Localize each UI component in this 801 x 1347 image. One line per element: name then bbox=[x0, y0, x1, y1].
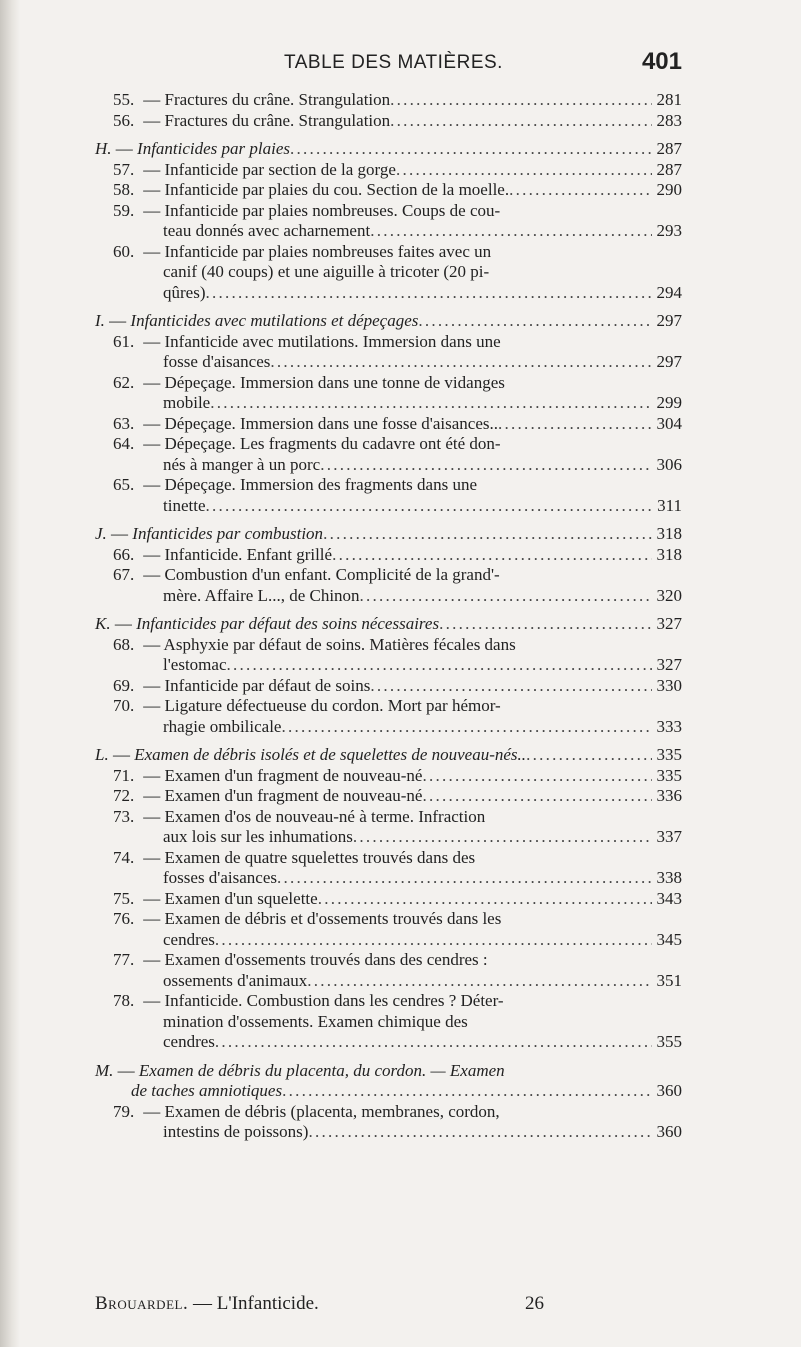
toc-section bbox=[95, 1061, 682, 1102]
entry-text: cendres bbox=[163, 1032, 215, 1051]
page-ref: 330 bbox=[656, 675, 682, 695]
entry-text: — Infanticide par plaies nombreuses faites avec un bbox=[143, 241, 492, 261]
toc-entry bbox=[113, 160, 682, 181]
page-ref: 293 bbox=[656, 221, 682, 240]
toc-entry bbox=[113, 242, 682, 304]
toc-section bbox=[95, 614, 682, 635]
toc-line: J. — Infanticides par combustion . . . 318 bbox=[95, 524, 682, 545]
dot-leader bbox=[320, 455, 652, 476]
page-ref: 299 bbox=[656, 393, 682, 412]
page-ref: 281 bbox=[656, 90, 682, 109]
toc-line bbox=[113, 352, 682, 373]
toc-line bbox=[113, 930, 682, 951]
toc-line bbox=[113, 848, 682, 869]
entry-text: intestins de poissons) bbox=[163, 1122, 309, 1141]
section-title: Examen de débris isolés et de squelettes de nouveau-nés.. bbox=[134, 745, 527, 764]
section-title: Examen de débris du placenta, du cordon. — Examen bbox=[138, 1060, 505, 1080]
entry-text: tinette bbox=[163, 495, 206, 515]
toc-line bbox=[113, 434, 682, 455]
page-ref: 351 bbox=[656, 970, 682, 990]
entry-text: qûres) bbox=[163, 282, 206, 302]
toc-entry bbox=[113, 909, 682, 950]
entry-number: 73. bbox=[113, 806, 135, 826]
toc-line bbox=[113, 565, 682, 586]
page-number: 401 bbox=[641, 48, 682, 75]
page-title: TABLE DES MATIÈRES. bbox=[284, 52, 503, 73]
toc-entry bbox=[113, 180, 682, 201]
toc-line bbox=[113, 201, 682, 222]
entry-text: — Examen d'un fragment de nouveau-né bbox=[143, 786, 423, 805]
dot-leader bbox=[370, 221, 652, 242]
toc-entry bbox=[113, 848, 682, 889]
dot-leader bbox=[281, 717, 652, 738]
toc-line bbox=[113, 373, 682, 394]
toc-line bbox=[113, 889, 682, 910]
dot-leader bbox=[323, 524, 652, 545]
dot-leader bbox=[277, 868, 652, 889]
dot-leader bbox=[307, 971, 652, 992]
section-letter: M. bbox=[95, 1060, 114, 1080]
toc-line bbox=[113, 991, 682, 1012]
page-footer bbox=[95, 1293, 575, 1315]
page-ref: 287 bbox=[656, 159, 682, 179]
entry-text: — Dépeçage. Immersion des fragments dans une bbox=[143, 475, 477, 494]
entry-number: 70. bbox=[113, 696, 135, 715]
section-title-continued: de taches amniotiques bbox=[131, 1081, 283, 1100]
entry-number: 56. bbox=[113, 110, 135, 130]
toc-line bbox=[113, 909, 682, 930]
page-ref: 287 bbox=[656, 139, 682, 158]
toc-line: H. — Infanticides par plaies . . . 287 bbox=[95, 139, 682, 160]
dot-leader bbox=[332, 545, 652, 566]
toc-line bbox=[113, 221, 682, 242]
page-ref: 290 bbox=[656, 180, 682, 199]
toc-line bbox=[113, 496, 682, 517]
entry-text: — Fractures du crâne. Strangulation bbox=[143, 110, 391, 130]
toc-line bbox=[113, 1102, 682, 1123]
entry-text: — Fractures du crâne. Strangulation bbox=[143, 90, 391, 109]
entry-number: 65. bbox=[113, 475, 135, 494]
page-ref: 345 bbox=[656, 929, 682, 949]
entry-number: 72. bbox=[113, 786, 135, 805]
toc-entry bbox=[113, 807, 682, 848]
toc-line: I. — Infanticides avec mutilations et dépeçages . . . 297 bbox=[95, 311, 682, 332]
toc-section bbox=[95, 311, 682, 332]
dot-leader bbox=[308, 1122, 652, 1143]
entry-text: — Examen de quatre squelettes trouvés dans des bbox=[143, 847, 476, 867]
entry-text: — Ligature défectueuse du cordon. Mort par hémor- bbox=[143, 696, 501, 715]
page-ref: 311 bbox=[657, 495, 682, 515]
page-ref: 297 bbox=[656, 311, 682, 330]
dot-leader bbox=[290, 139, 652, 160]
dot-leader bbox=[498, 414, 652, 435]
toc-entry bbox=[113, 991, 682, 1053]
table-of-contents bbox=[95, 90, 682, 1143]
entry-text: — Examen d'un fragment de nouveau-né bbox=[143, 765, 423, 785]
toc-entry bbox=[113, 950, 682, 991]
entry-number: 55. bbox=[113, 90, 135, 109]
toc-entry bbox=[113, 475, 682, 516]
toc-line bbox=[113, 717, 682, 738]
entry-text: fosse d'aisances bbox=[163, 352, 271, 371]
section-letter: J. bbox=[95, 524, 107, 543]
page-ref: 338 bbox=[656, 868, 682, 887]
dot-leader bbox=[370, 676, 652, 697]
toc-line bbox=[113, 180, 682, 201]
entry-text: ossements d'animaux bbox=[163, 970, 308, 990]
toc-line: M. — Examen de débris du placenta, du cordon. — Examen bbox=[95, 1060, 505, 1080]
dot-leader bbox=[226, 655, 652, 676]
page-ref: 360 bbox=[656, 1081, 682, 1100]
dot-leader bbox=[353, 827, 652, 848]
toc-entry bbox=[113, 90, 682, 111]
toc-line bbox=[113, 160, 682, 181]
footer-work-title: — L'Infanticide. bbox=[192, 1293, 319, 1314]
toc-line bbox=[113, 475, 682, 496]
entry-number: 64. bbox=[113, 434, 135, 453]
dot-leader bbox=[205, 496, 652, 517]
toc-line bbox=[95, 1081, 682, 1102]
entry-number: 68. bbox=[113, 634, 135, 654]
entry-text: canif (40 coups) et une aiguille à tricoter (20 pi- bbox=[163, 262, 490, 281]
page-ref: 297 bbox=[656, 352, 682, 371]
dot-leader bbox=[526, 745, 652, 766]
page-ref: 294 bbox=[656, 282, 682, 302]
dot-leader bbox=[270, 352, 652, 373]
dot-leader bbox=[509, 180, 652, 201]
toc-line bbox=[113, 393, 682, 414]
page-ref: 337 bbox=[656, 827, 682, 846]
section-letter: H. bbox=[95, 139, 112, 158]
toc-line bbox=[113, 807, 682, 828]
entry-text: cendres bbox=[163, 929, 215, 949]
signature-mark: 26 bbox=[525, 1293, 544, 1314]
toc-line bbox=[113, 414, 682, 435]
toc-line bbox=[113, 1012, 682, 1033]
toc-line bbox=[113, 655, 682, 676]
dot-leader bbox=[360, 586, 652, 607]
toc-line: K. — Infanticides par défaut des soins nécessaires . . . 327 bbox=[95, 614, 682, 635]
dot-leader bbox=[422, 786, 652, 807]
entry-text: mère. Affaire L..., de Chinon bbox=[163, 585, 360, 605]
entry-number: 69. bbox=[113, 675, 135, 695]
page-ref: 318 bbox=[656, 524, 682, 543]
toc-section bbox=[95, 745, 682, 766]
toc-line bbox=[113, 586, 682, 607]
entry-number: 76. bbox=[113, 909, 135, 928]
dot-leader bbox=[390, 111, 652, 132]
entry-number: 77. bbox=[113, 950, 135, 969]
entry-text: mobile bbox=[163, 393, 211, 412]
entry-text: — Examen de débris et d'ossements trouvés dans les bbox=[143, 909, 502, 928]
entry-number: 75. bbox=[113, 888, 135, 908]
section-letter: I. bbox=[95, 311, 105, 330]
section-letter: L. bbox=[95, 745, 109, 764]
page-ref: 355 bbox=[656, 1032, 682, 1051]
page-ref: 318 bbox=[656, 544, 682, 564]
toc-entry bbox=[113, 201, 682, 242]
section-title: Infanticides par plaies bbox=[137, 139, 291, 158]
entry-text: — Dépeçage. Les fragments du cadavre ont été don- bbox=[143, 434, 501, 453]
entry-text: — Infanticide avec mutilations. Immersion dans une bbox=[143, 331, 501, 351]
entry-text: rhagie ombilicale bbox=[163, 716, 282, 736]
entry-text: — Examen d'os de nouveau-né à terme. Infraction bbox=[143, 806, 486, 826]
toc-line bbox=[113, 635, 682, 656]
toc-line bbox=[113, 90, 682, 111]
toc-line bbox=[113, 1032, 682, 1053]
page-ref: 283 bbox=[656, 110, 682, 130]
page-ref: 360 bbox=[656, 1122, 682, 1141]
dot-leader bbox=[318, 889, 652, 910]
entry-text: — Combustion d'un enfant. Complicité de la grand'- bbox=[143, 565, 500, 584]
dot-leader bbox=[390, 90, 652, 111]
entry-text: mination d'ossements. Examen chimique des bbox=[163, 1011, 468, 1031]
page-ref: 320 bbox=[656, 585, 682, 605]
entry-text: — Infanticide par défaut de soins bbox=[143, 675, 371, 695]
toc-line bbox=[113, 868, 682, 889]
page-ref: 333 bbox=[656, 716, 682, 736]
toc-entry bbox=[113, 696, 682, 737]
section-title: Infanticides avec mutilations et dépeçages bbox=[130, 311, 419, 330]
entry-text: fosses d'aisances bbox=[163, 868, 278, 887]
dot-leader bbox=[418, 311, 652, 332]
entry-text: — Infanticide par plaies du cou. Section de la moelle. bbox=[143, 180, 510, 199]
entry-number: 78. bbox=[113, 991, 135, 1010]
entry-text: aux lois sur les inhumations bbox=[163, 827, 353, 846]
page-ref: 304 bbox=[656, 413, 682, 433]
dot-leader bbox=[215, 930, 652, 951]
toc-line bbox=[113, 262, 682, 283]
entry-number: 58. bbox=[113, 180, 135, 199]
page-ref: 336 bbox=[656, 786, 682, 805]
entry-text: — Examen d'ossements trouvés dans des cendres : bbox=[143, 950, 488, 969]
entry-number: 61. bbox=[113, 331, 135, 351]
toc-entry bbox=[113, 766, 682, 787]
dot-leader bbox=[439, 614, 652, 635]
toc-section bbox=[95, 524, 682, 545]
dot-leader bbox=[215, 1032, 652, 1053]
entry-number: 63. bbox=[113, 413, 135, 433]
section-title: Infanticides par combustion bbox=[132, 524, 324, 543]
toc-line: L. — Examen de débris isolés et de squelettes de nouveau-nés.. . . . 335 bbox=[95, 745, 682, 766]
entry-text: — Infanticide. Combustion dans les cendres ? Déter- bbox=[143, 991, 504, 1010]
entry-number: 66. bbox=[113, 544, 135, 564]
toc-entry bbox=[113, 1102, 682, 1143]
toc-line bbox=[113, 676, 682, 697]
toc-entry bbox=[113, 373, 682, 414]
entry-text: — Dépeçage. Immersion dans une tonne de vidanges bbox=[143, 372, 505, 392]
page-ref: 335 bbox=[656, 745, 682, 764]
running-header bbox=[105, 48, 682, 76]
section-title: Infanticides par défaut des soins nécessaires bbox=[136, 614, 440, 633]
footer-author: Brouardel. bbox=[95, 1293, 189, 1314]
entry-text: l'estomac bbox=[163, 655, 227, 674]
toc-entry bbox=[113, 565, 682, 606]
dot-leader bbox=[422, 766, 652, 787]
page-ref: 327 bbox=[656, 655, 682, 674]
dot-leader bbox=[210, 393, 652, 414]
entry-text: — Dépeçage. Immersion dans une fosse d'aisances.. bbox=[143, 413, 499, 433]
toc-line bbox=[113, 766, 682, 787]
toc-line bbox=[113, 827, 682, 848]
section-letter: K. bbox=[95, 614, 111, 633]
entry-text: — Examen d'un squelette bbox=[143, 888, 318, 908]
entry-text: — Infanticide par plaies nombreuses. Coups de cou- bbox=[143, 200, 501, 220]
toc-line bbox=[113, 950, 682, 971]
entry-number: 57. bbox=[113, 159, 135, 179]
page-ref: 306 bbox=[656, 454, 682, 474]
toc-line bbox=[113, 283, 682, 304]
toc-line bbox=[113, 455, 682, 476]
entry-text: teau donnés avec acharnement bbox=[163, 221, 371, 240]
entry-text: — Asphyxie par défaut de soins. Matières fécales dans bbox=[143, 634, 516, 654]
entry-text: — Infanticide. Enfant grillé bbox=[143, 544, 333, 564]
entry-number: 62. bbox=[113, 372, 135, 392]
entry-number: 79. bbox=[113, 1101, 135, 1121]
page-ref: 343 bbox=[656, 888, 682, 908]
dot-leader bbox=[396, 160, 652, 181]
toc-line bbox=[113, 786, 682, 807]
entry-number: 74. bbox=[113, 847, 135, 867]
entry-text: — Examen de débris (placenta, membranes, cordon, bbox=[143, 1101, 500, 1121]
page-ref: 327 bbox=[656, 614, 682, 633]
toc-line bbox=[113, 111, 682, 132]
entry-number: 60. bbox=[113, 241, 135, 261]
toc-entry bbox=[113, 332, 682, 373]
toc-line bbox=[113, 971, 682, 992]
entry-text: nés à manger à un porc bbox=[163, 454, 321, 474]
toc-entry bbox=[113, 786, 682, 807]
toc-section bbox=[95, 139, 682, 160]
toc-line bbox=[113, 545, 682, 566]
toc-entry bbox=[113, 676, 682, 697]
toc-entry bbox=[113, 434, 682, 475]
toc-line bbox=[113, 1122, 682, 1143]
page-ref: 335 bbox=[656, 765, 682, 785]
entry-number: 71. bbox=[113, 765, 135, 785]
entry-number: 67. bbox=[113, 565, 135, 584]
dot-leader bbox=[205, 283, 652, 304]
entry-text: — Infanticide par section de la gorge bbox=[143, 159, 396, 179]
toc-line bbox=[113, 696, 682, 717]
toc-entry bbox=[113, 545, 682, 566]
entry-number: 59. bbox=[113, 200, 135, 220]
dot-leader bbox=[282, 1081, 652, 1102]
toc-entry bbox=[113, 111, 682, 132]
toc-line bbox=[113, 242, 682, 263]
toc-entry bbox=[113, 635, 682, 676]
toc-entry bbox=[113, 414, 682, 435]
toc-line bbox=[113, 332, 682, 353]
toc-entry bbox=[113, 889, 682, 910]
